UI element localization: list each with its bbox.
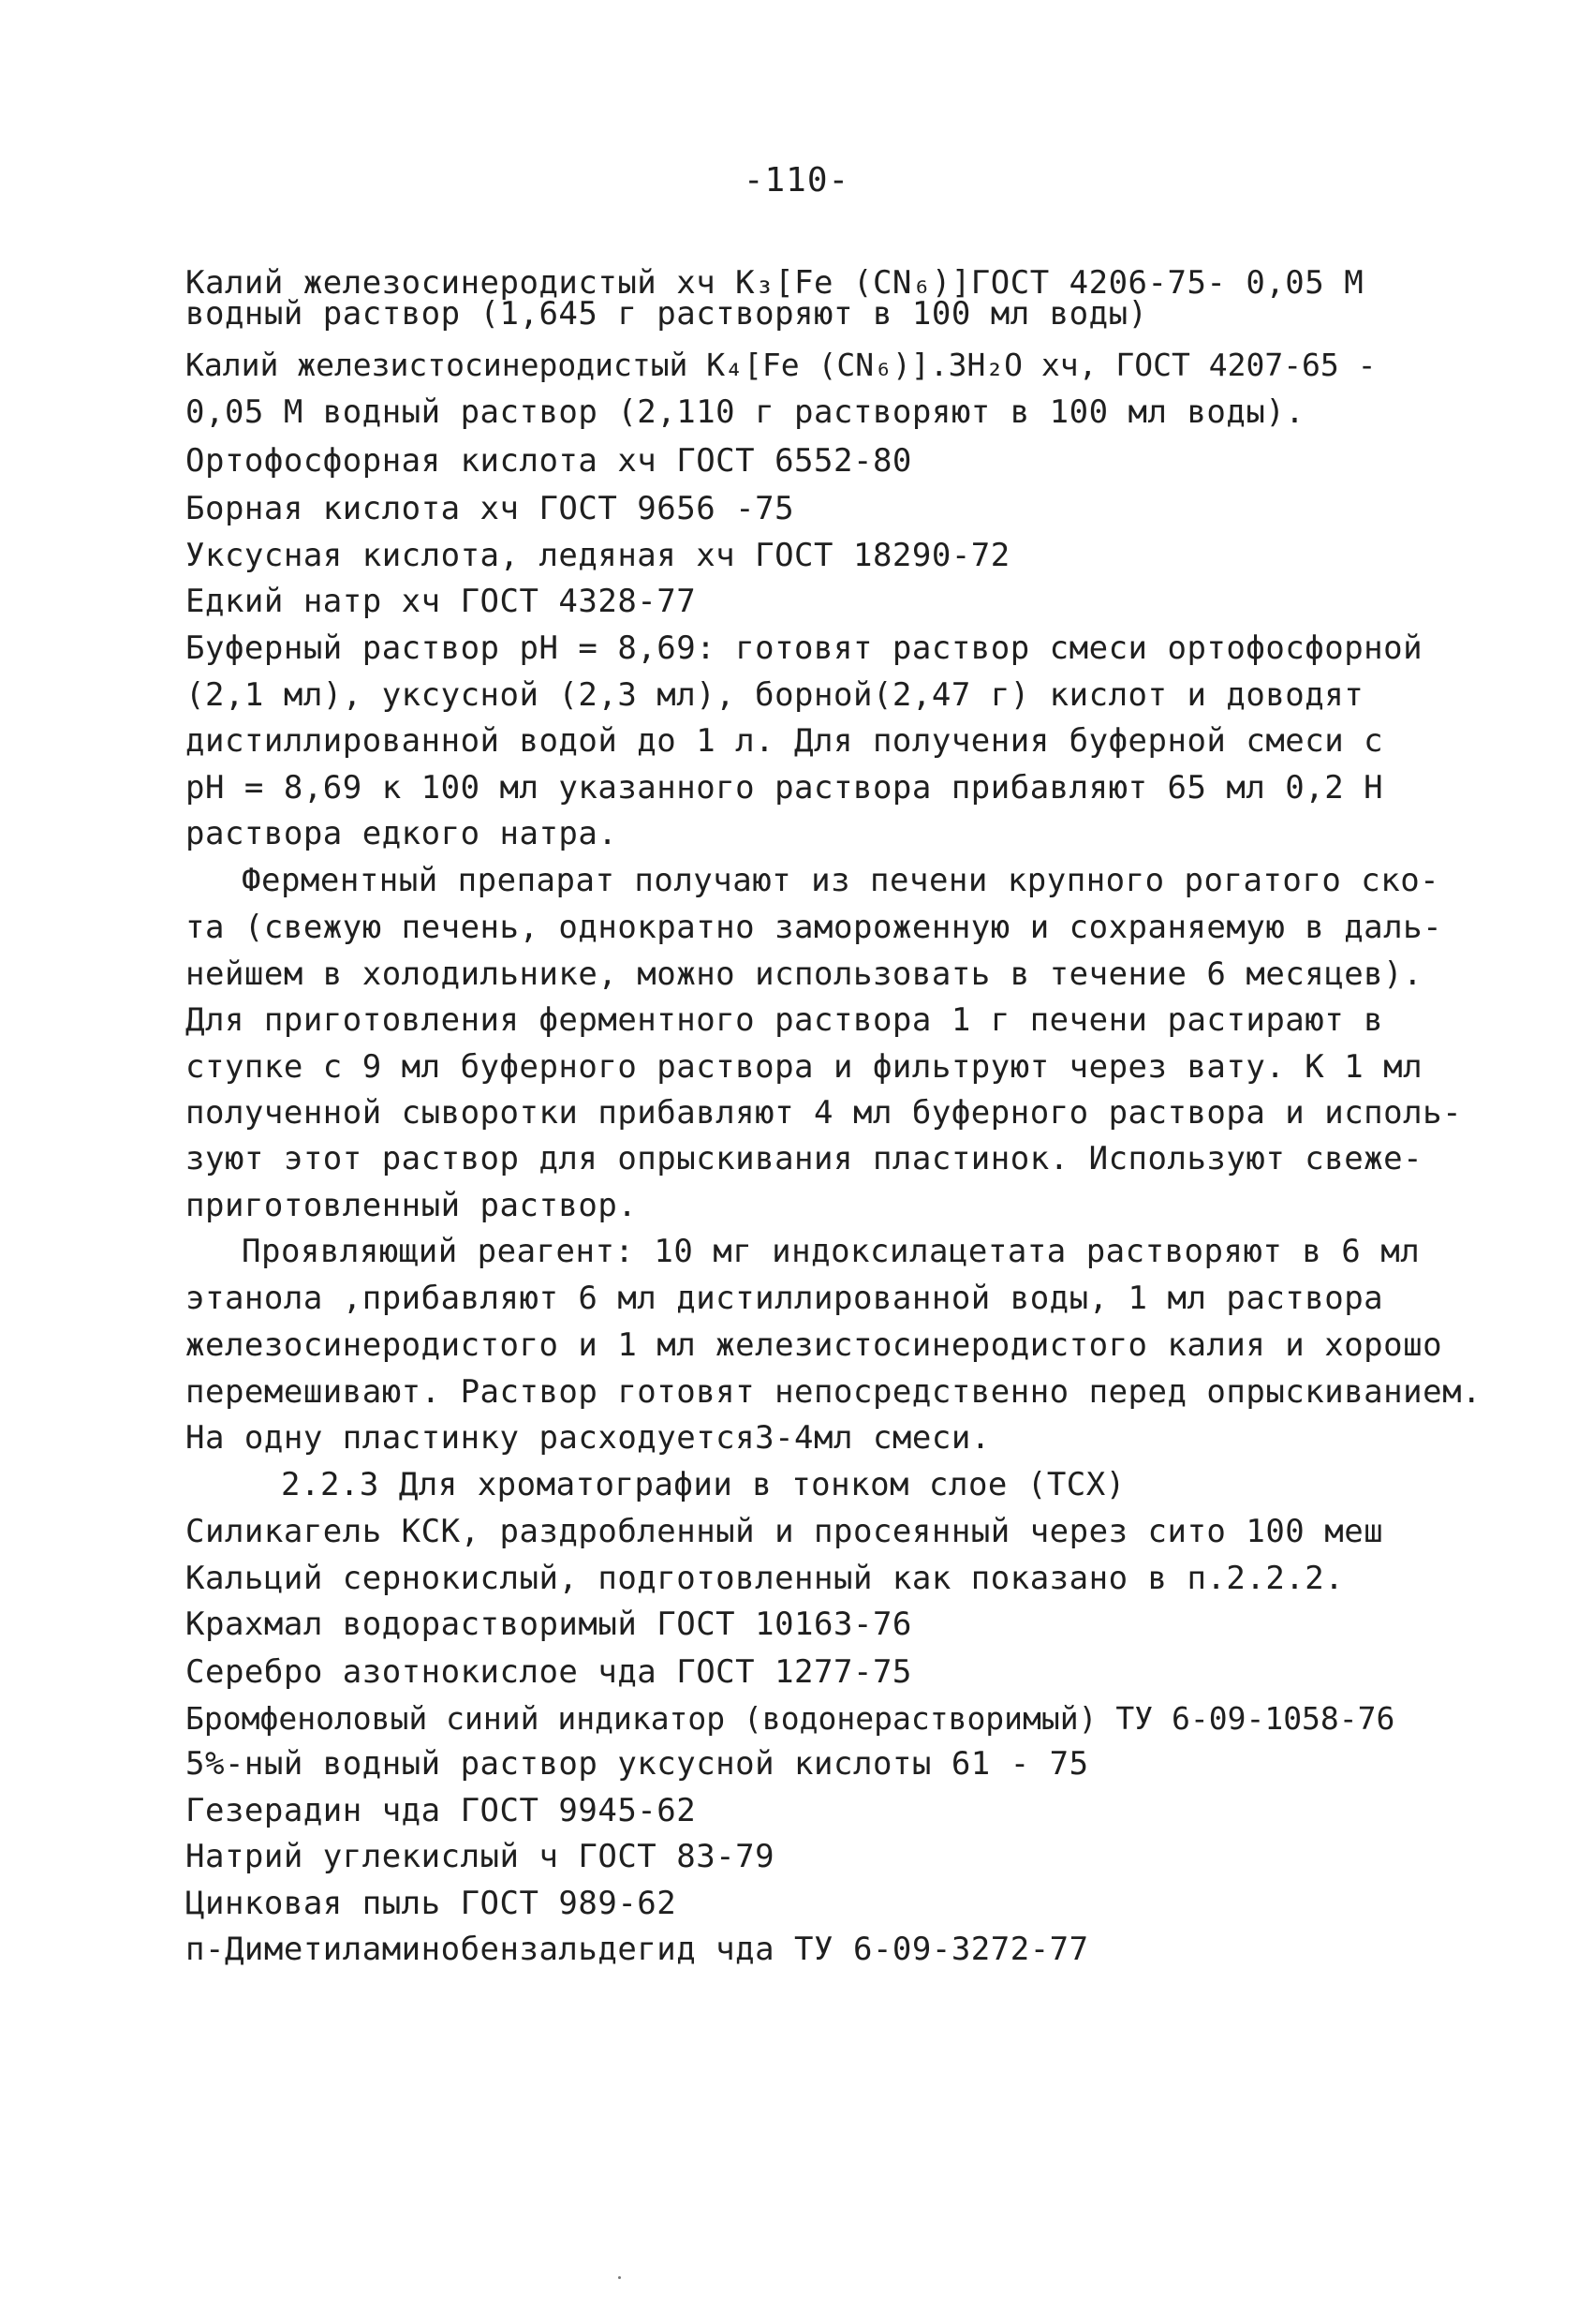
text-line: Цинковая пыль ГОСТ 989-62: [185, 1885, 677, 1922]
text-line: Кальций сернокислый, подготовленный как показано в п.2.2.2.: [185, 1560, 1345, 1597]
text-line: п-Диметиламинобензальдегид чда ТУ 6-09-3272-77: [185, 1931, 1089, 1968]
text-line: Серебро азотнокислое чда ГОСТ 1277-75: [185, 1653, 912, 1691]
text-line: раствора едкого натра.: [185, 815, 618, 852]
text-line: Калий железистосинеродистый K₄[Fe (CN₆)].3H₂O хч, ГОСТ 4207-65 -: [185, 347, 1377, 383]
stray-mark: [618, 2276, 621, 2279]
text-line: Борная кислота хч ГОСТ 9656 -75: [185, 490, 795, 527]
text-line: 5%-ный водный раствор уксусной кислоты 61 - 75: [185, 1745, 1089, 1783]
text-line: Проявляющий реагент: 10 мг индоксилацетата растворяют в 6 мл: [242, 1233, 1421, 1270]
text-line: нейшем в холодильнике, можно использовать в течение 6 месяцев).: [185, 955, 1423, 993]
text-line: На одну пластинку расходуется3-4мл смеси.: [185, 1419, 991, 1457]
section-heading: 2.2.3 Для хроматографии в тонком слое (ТСХ): [281, 1466, 1126, 1503]
text-line: pH = 8,69 к 100 мл указанного раствора прибавляют 65 мл 0,2 Н: [185, 769, 1384, 807]
text-line: полученной сыворотки прибавляют 4 мл буферного раствора и исполь-: [185, 1094, 1463, 1132]
text-line: Натрий углекислый ч ГОСТ 83-79: [185, 1838, 775, 1875]
text-line: Гезерадин чда ГОСТ 9945-62: [185, 1792, 697, 1829]
text-line: та (свежую печень, однократно замороженную и сохраняемую в даль-: [185, 909, 1443, 946]
text-line: Силикагель КСК, раздробленный и просеянный через сито 100 меш: [185, 1513, 1384, 1550]
text-line: (2,1 мл), уксусной (2,3 мл), борной(2,47 г) кислот и доводят: [185, 676, 1364, 714]
text-line: этанола ,прибавляют 6 мл дистиллированной воды, 1 мл раствора: [185, 1280, 1384, 1317]
text-line: Едкий натр хч ГОСТ 4328-77: [185, 583, 697, 620]
text-line: зуют этот раствор для опрыскивания пластинок. Используют свеже-: [185, 1140, 1423, 1177]
text-line: Уксусная кислота, ледяная хч ГОСТ 18290-72: [185, 537, 1010, 574]
text-line: Ферментный препарат получают из печени крупного рогатого ско-: [242, 862, 1440, 899]
text-line: дистиллированной водой до 1 л. Для получения буферной смеси с: [185, 722, 1384, 760]
text-line: 0,05 М водный раствор (2,110 г растворяют в 100 мл воды).: [185, 393, 1305, 431]
text-line: Буферный раствор pH = 8,69: готовят раствор смеси ортофосфорной: [185, 629, 1423, 667]
text-line: железосинеродистого и 1 мл железистосинеродистого калия и хорошо: [185, 1326, 1443, 1364]
text-line: Ортофосфорная кислота хч ГОСТ 6552-80: [185, 442, 912, 480]
text-line: Бромфеноловый синий индикатор (водонерастворимый) ТУ 6-09-1058-76: [185, 1700, 1395, 1737]
text-line: Крахмал водорастворимый ГОСТ 10163-76: [185, 1606, 912, 1643]
text-line: Калий железосинеродистый хч K₃[Fe (CN₆)]ГОСТ 4206-75- 0,05 М: [185, 264, 1364, 302]
page-number: -110-: [743, 161, 850, 200]
text-line: водный раствор (1,645 г растворяют в 100 мл воды): [185, 295, 1148, 333]
text-line: приготовленный раствор.: [185, 1187, 638, 1224]
text-line: перемешивают. Раствор готовят непосредственно перед опрыскиванием.: [185, 1373, 1482, 1411]
text-line: Для приготовления ферментного раствора 1 г печени растирают в: [185, 1001, 1384, 1039]
text-line: ступке с 9 мл буферного раствора и фильтруют через вату. К 1 мл: [185, 1048, 1423, 1086]
